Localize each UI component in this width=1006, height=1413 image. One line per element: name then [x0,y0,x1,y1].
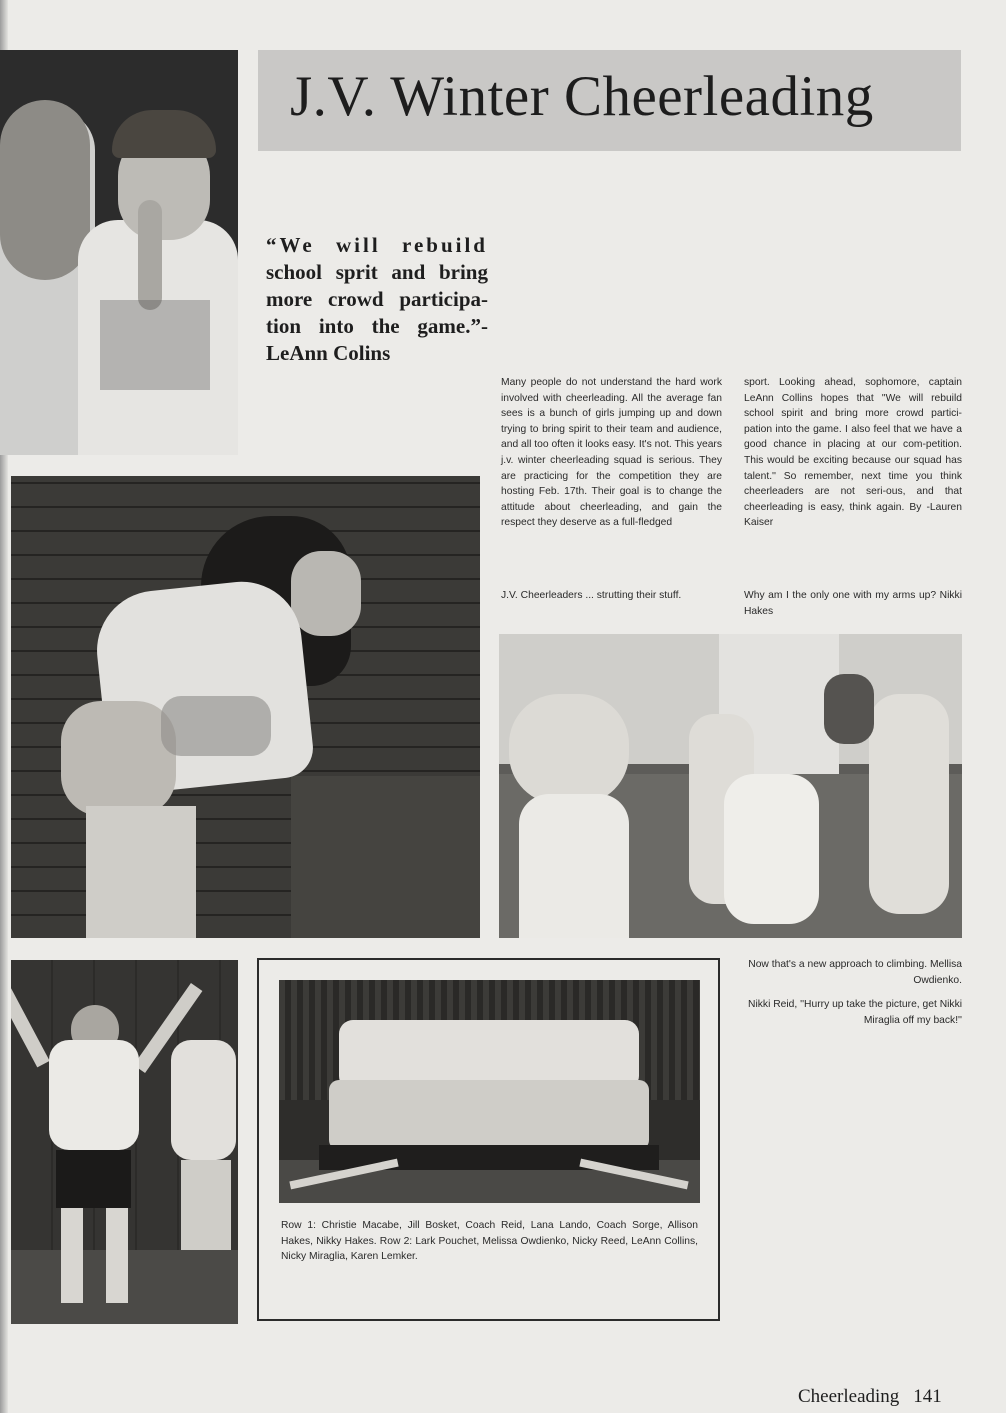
caption-group-roster: Row 1: Christie Macabe, Jill Bosket, Coach Reid, Lana Lando, Coach Sorge, Allison Hakes, Nikky Hakes. Row 2: Lark Pouchet, Melissa Owdienko, Nicky Reed, LeAnn Collins, Nicky Miraglia, Karen Lemker. [281,1220,698,1263]
photo-cheerleader-arms-up [11,960,238,1324]
caption-nikki-reid: Nikki Reid, ''Hurry up take the picture, get Nikki Miraglia off my back!'' [748,999,962,1026]
caption-arms-up: Why am I the only one with my arms up? Nikki Hakes [744,590,962,617]
photo-cheerleader-leaning [11,476,480,938]
page-number: 141 [913,1386,942,1407]
photo-cheerleaders-strutting [499,634,962,938]
article-column-2: sport. Looking ahead, sophomore, captain LeAnn Collins hopes that ''We will rebuild school spirit and bring more crowd partici-pation into the game. I also feel that we have a good chance in placing at our com-petition. This would be exciting because our squad has talent.'' So remember, next time you think cheerleaders are not seri-ous, and that cheerleading is easy, think again. By -Lauren Kaiser [744,377,962,529]
pull-quote-attribution: LeAnn Colins [266,341,391,365]
pull-quote-line: more crowd participa- [266,287,488,311]
caption-strutting: J.V. Cheerleaders ... strutting their stuff. [501,590,682,601]
pull-quote-line: school sprit and bring [266,260,488,284]
photo-squad-group [279,980,700,1203]
pull-quote-line: “We will rebuild [266,233,488,257]
title-band [258,50,961,151]
group-photo-frame [257,958,720,1321]
page-title: J.V. Winter Cheerleading [290,65,874,128]
caption-climbing: Now that's a new approach to climbing. Mellisa Owdienko. [748,959,962,986]
pull-quote-line: tion into the game.”- [266,314,488,338]
page-folio [798,1386,942,1408]
article-column-1: Many people do not understand the hard work involved with cheerleading. All the average fan sees is a bunch of girls jumping up and down trying to bring spirit to their team and audience, and all too often it looks easy. It's not. This years j.v. winter cheerleading squad is serious. They are practicing for the competition they are hosting Feb. 17th. Their goal is to change the attitude about cheerleading, and gain the respect they deserve as a full-fledged [501,377,722,529]
photo-cheerleader-glasses [0,50,238,455]
section-name: Cheerleading [798,1386,900,1407]
pull-quote [266,232,488,367]
